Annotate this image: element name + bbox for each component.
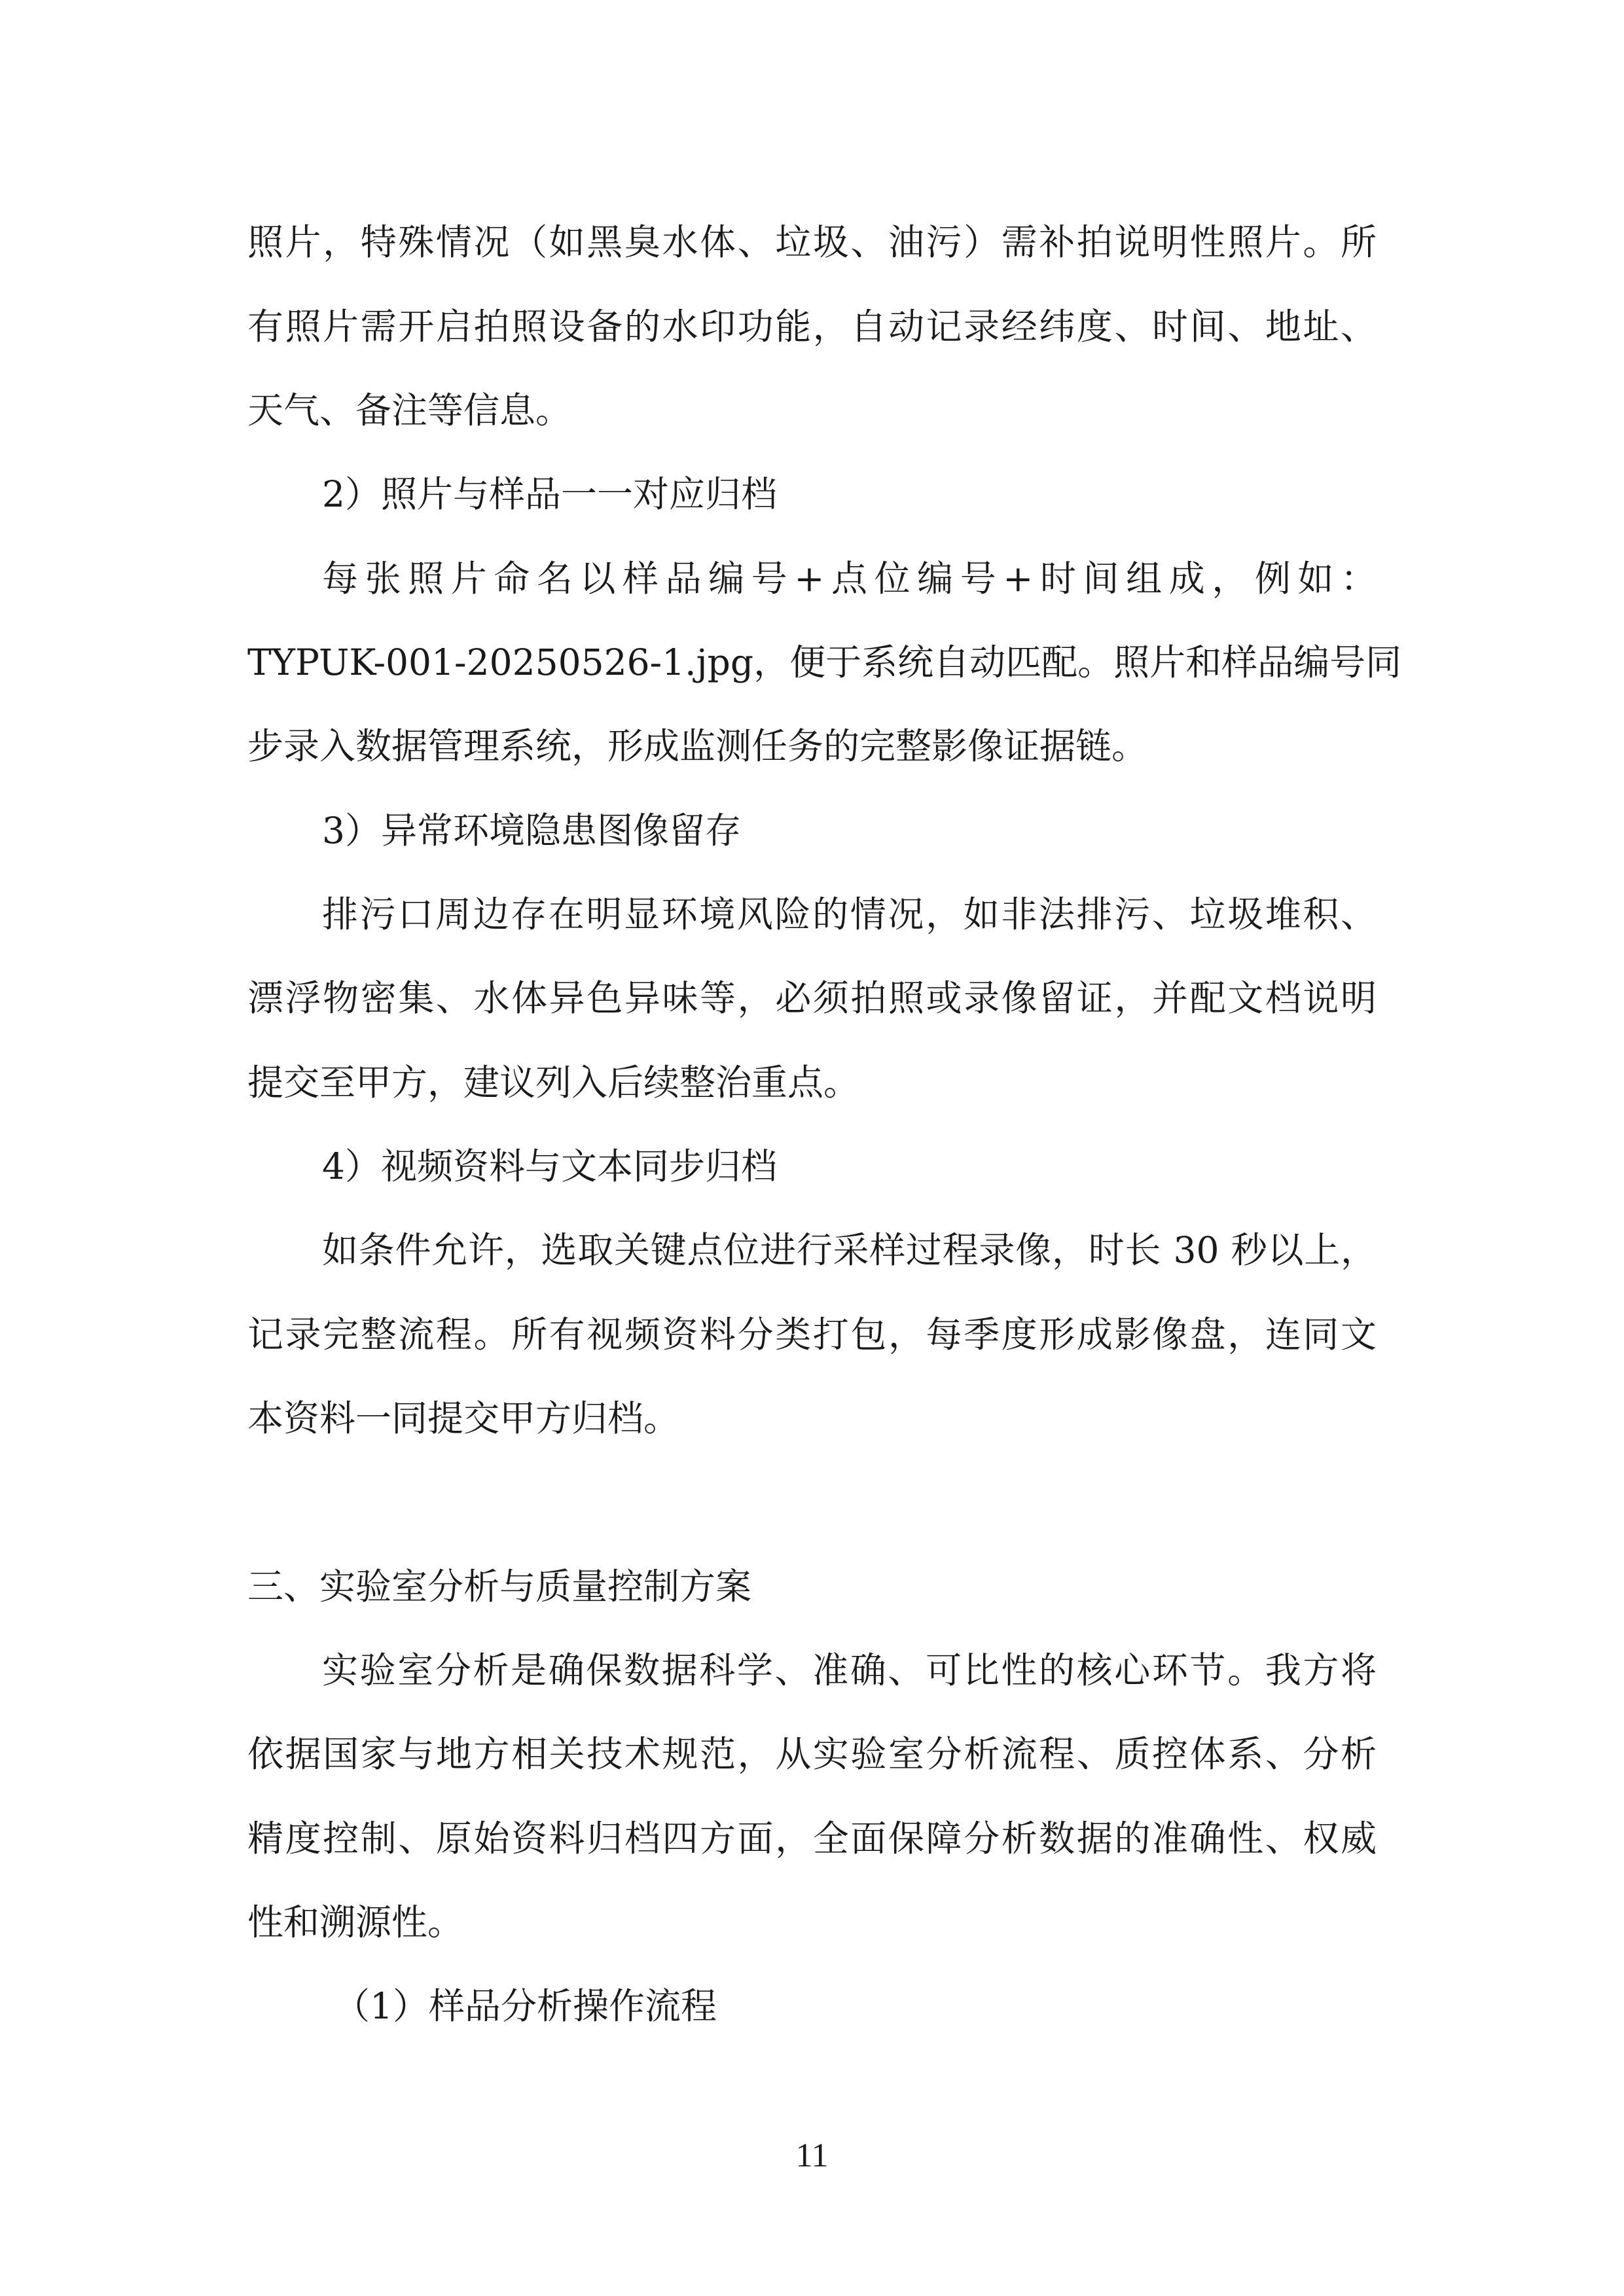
page-number: 11 xyxy=(795,2137,829,2174)
paragraph-photo-line-3: 天气、备注等信息。 xyxy=(247,389,572,431)
paragraph-hazard-line-3: 提交至甲方，建议列入后续整治重点。 xyxy=(247,1062,860,1103)
paragraph-naming-line-3: 步录入数据管理系统，形成监测任务的完整影像证据链。 xyxy=(247,725,1148,767)
paragraph-lab-line-1: 实验室分析是确保数据科学、准确、可比性的核心环节。我方将 xyxy=(322,1649,1377,1691)
paragraph-naming-line-2: TYPUK-001-20250526-1.jpg，便于系统自动匹配。照片和样品编号同 xyxy=(247,641,1402,683)
paragraph-video-line-2: 记录完整流程。所有视频资料分类打包，每季度形成影像盘，连同文 xyxy=(247,1314,1377,1355)
paragraph-hazard-line-1: 排污口周边存在明显环境风险的情况，如非法排污、垃圾堆积、 xyxy=(322,893,1377,935)
paragraph-photo-line-2: 有照片需开启拍照设备的水印功能，自动记录经纬度、时间、地址、 xyxy=(247,306,1377,348)
paragraph-video-line-1: 如条件允许，选取关键点位进行采样过程录像，时长 30 秒以上， xyxy=(322,1229,1377,1271)
subheading-photo-sample-archive: 2）照片与样品一一对应归档 xyxy=(322,473,777,515)
paragraph-lab-line-3: 精度控制、原始资料归档四方面，全面保障分析数据的准确性、权威 xyxy=(247,1818,1377,1859)
subheading-video-archive: 4）视频资料与文本同步归档 xyxy=(322,1145,777,1187)
section-heading-lab-analysis: 三、实验室分析与质量控制方案 xyxy=(247,1566,752,1607)
paragraph-lab-line-2: 依据国家与地方相关技术规范，从实验室分析流程、质控体系、分析 xyxy=(247,1733,1377,1775)
subheading-sample-analysis-procedure: （1）样品分析操作流程 xyxy=(334,1985,717,2027)
paragraph-naming-line-1: 每张照片命名以样品编号+点位编号+时间组成，例如： xyxy=(322,558,1377,600)
paragraph-video-line-3: 本资料一同提交甲方归档。 xyxy=(247,1397,680,1439)
paragraph-hazard-line-2: 漂浮物密集、水体异色异味等，必须拍照或录像留证，并配文档说明 xyxy=(247,977,1377,1019)
paragraph-photo-line-1: 照片，特殊情况（如黑臭水体、垃圾、油污）需补拍说明性照片。所 xyxy=(247,221,1377,263)
subheading-hazard-images: 3）异常环境隐患图像留存 xyxy=(322,810,741,852)
paragraph-lab-line-4: 性和溯源性。 xyxy=(247,1901,464,1943)
